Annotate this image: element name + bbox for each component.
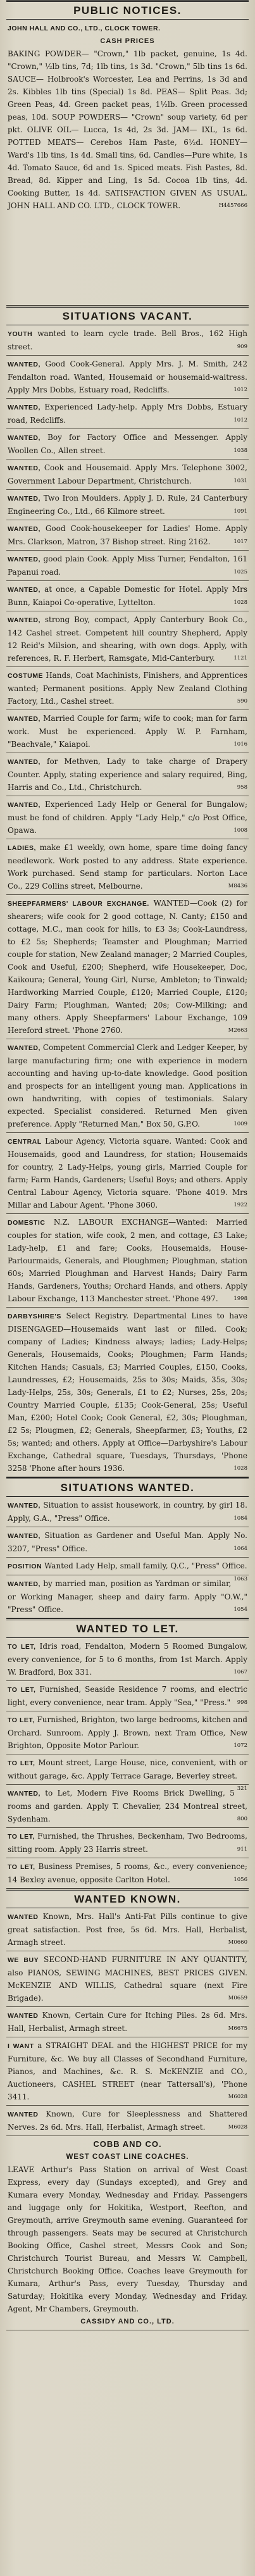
ad-body: N.Z. LABOUR EXCHANGE—Wanted: Married couples for station, wife cook, 2 men, and cottage, £3 Lake; Lady-help, £1 and fare; Cooks, Housemaids, House-Parlourmaids, Generals, and Ploughmen; Ploughman, station 60s; Married Ploughman and Harvest Hands; Dairy Farm Hands, Gardeners, Youths; Orchard Hands, and others. Apply Labour Exchange, 113 Manchester street. 'Phone 497. [8,1218,247,1303]
classified-ad [6,1527,249,1558]
ad-lead: POSITION [8,1563,42,1570]
classified-ad [6,710,249,753]
notice-john-hall [6,20,249,306]
ad-lead: WANTED, [8,715,40,723]
ad-body: Competent Commercial Clerk and Ledger Keeper, by large manufacturing firm; one with experience in modern accounting and having up-to-date knowledge. Good position and prospects for an intelligent young man. Applications in own handwriting, with copies of testimonials. Salary expected. Specialist considered. Returned Men given preference. Apply "Returned Man," Box 50, G.P.O. [8,1043,247,1129]
ad-lead: WANTED, [8,465,40,472]
ad-lead: JOHN HALL AND CO., LTD., CLOCK TOWER. [8,25,161,32]
situations-wanted-list [6,1497,249,1618]
coach-advertisement [6,2136,249,2330]
ad-ref: 1064 [233,1546,247,1552]
ad-lead: WANTED, [8,616,40,624]
ad-lead: WANTED, [8,586,40,594]
ad-lead: CENTRAL [8,1138,42,1146]
ad-ref: 1038 [233,447,247,454]
ad-lead: WANTED, [8,801,40,809]
classified-ad [6,1558,249,1582]
ad-lead: SHEEPFARMERS' LABOUR EXCHANGE. [8,900,149,908]
ad-body: Situation as Gardener and Useful Man. Apply No. 3207, "Press" Office. [8,1531,247,1553]
ad-ref: 1922 [233,1202,247,1208]
wanted-to-let-list [6,1638,249,1889]
classified-ad [6,1711,249,1754]
ad-ref: M6028 [228,2124,247,2130]
ad-body: make £1 weekly, own home, spare time doing fancy needlework. Work posted to any address. State experience. Work purchased. Send stamp for particulars. Norton Lace Co., 229 Collins street, Melbourne. [8,843,247,891]
ad-ref: 1016 [233,741,247,747]
ad-body: Known, Certain Cure for Itching Piles. 2s 6d. Mrs. Hall, Herbalist, Armagh street. [8,2011,247,2033]
ad-ref: 1028 [233,1465,247,1472]
ad-lead: WANTED [8,2012,39,2020]
ad-lead: WANTED, [8,1532,40,1540]
ad-ref: 1008 [233,827,247,834]
ad-lead: WANTED, [8,1044,40,1052]
ad-lead: WANTED [8,2111,39,2118]
coach-footer: CASSIDY AND CO., LTD. [80,2318,175,2325]
ad-ref: 958 [237,784,247,791]
ad-body: Situation to assist housework, in country, by girl 18. Apply, G.A., "Press" Office. [8,1501,247,1523]
ad-ref: 911 [237,1846,247,1853]
classified-ad [6,1951,249,2007]
classified-ad [6,399,249,429]
classified-ad [6,1681,249,1711]
ad-ref: 998 [237,1699,247,1706]
ad-lead: COSTUME [8,672,43,680]
ad-lead: TO LET, [8,1686,36,1694]
ad-lead: WANTED, [8,434,40,442]
ad-ref: 1031 [233,478,247,484]
ad-body: Hands, Coat Machinists, Finishers, and Apprentices wanted; Permanent positions. Apply New Zealand Clothing Factory, Ltd., Cashel street. [8,671,247,706]
ad-ref: 1067 [233,1669,247,1675]
ad-lead: DARBYSHIRE'S [8,1313,61,1320]
classifieds-column [6,0,249,2330]
ad-ref: 1998 [233,1296,247,1302]
classified-ad [6,490,249,520]
ad-ref: 1009 [233,1121,247,1127]
ad-body: by married man, position as Yardman or similar, or Working Manager, sheep and dairy farm. Apply "O.W.," "Press" Office. [8,1579,247,1614]
ad-ref: 590 [237,698,247,704]
ad-body: Idris road, Fendalton, Modern 5 Roomed Bungalow, every convenience, for 5 to 6 months, from 1st March. Apply W. Bradford, Box 331. [8,1642,247,1677]
ad-ref: 800 [237,1816,247,1822]
ad-ref: M0659 [228,1995,247,2001]
ad-ref: 1054 [233,1606,247,1613]
situations-wanted-heading: SITUATIONS WANTED. [6,1477,249,1497]
ad-body: Furnished, the Thrushes, Beckenham, Two Bedrooms, sitting room. Apply 23 Harris street. [8,1832,247,1854]
situations-vacant-heading: SITUATIONS VACANT. [6,306,249,325]
ad-body: for Methven, Lady to take charge of Drapery Counter. Apply, stating experience and salary required, Bing, Harris and Co., Ltd., Christchurch. [8,757,247,792]
ad-body: Select Registry. Departmental Lines to have DISENGAGED—Housemaids want last or filled. Cook; company of Ladies; Kindness always; ladies; Lady-Helps; Generals, Housemaids, Cooks; Ploughmen; Farm Hands; Kitchen Hands; Casuals, £3; Married Couples, £150, Cooks, Laundresses, £2; Housemaids, 25s to 30s; Maids, 35s, 30s; Lady-Helps, 25s, 30s; Generals, £1 to £2; Nurses, 25s, 20s; Country Married Couple, £135; Cook-General, 25s; Useful Man, £200; Hotel Cook; Cook General, £2, 30s; Ploughman, £2 5s; Plougmen, £2; Generals, Sheepfarmer, £3; Youths, £2 5s; wanted; and others. Apply at Office—Darbyshire's Labour Exchange, Cathedral square, Tuesdays, Thursdays, 'Phone 3258 'Phone after hours 1936. [8,1311,247,1473]
ad-ref: 1084 [233,1515,247,1522]
ad-ref: 1017 [233,539,247,545]
ad-body: Wanted Lady Help, small family, Q.C., "Press" Office. [44,1561,247,1570]
classified-ad [6,1308,249,1477]
classified-ad [6,551,249,581]
ad-body: Known, Cure for Sleeplessness and Shattered Nerves. 2s 6d. Mrs. Hall, Herbalist, Armagh street. [8,2110,247,2132]
public-notices-heading: PUBLIC NOTICES. [6,0,249,20]
classified-ad [6,1214,249,1308]
ad-lead: DOMESTIC [8,1219,46,1227]
ad-body: wanted to learn cycle trade. Bell Bros., 162 High street. [8,329,247,351]
ad-lead: TO LET, [8,1643,36,1651]
ad-body: Married Couple for farm; wife to cook; man for farm work. Must be experienced. Apply W. P. Farnham, "Beachvale," Kaiapoi. [8,714,247,749]
classified-ad [6,356,249,399]
ad-ref: 1063 [233,1576,247,1582]
ad-ref: M8436 [228,883,247,889]
ad-ref: 321 [237,1785,247,1792]
ad-lead: I WANT [8,2042,34,2050]
ad-ref: 1072 [233,1742,247,1749]
classified-ad [6,325,249,356]
ad-body: Two Iron Moulders. Apply J. D. Rule, 24 Canterbury Engineering Co., Ltd., 66 Kilmore street. [8,494,247,516]
ad-body: Furnished, Brighton, two large bedrooms, kitchen and Orchard. Sunroom. Apply J. Brown, next Tram Office, New Brighton, Opposite Motor Parlour. [8,1715,247,1750]
ad-lead: WANTED, [8,1580,40,1588]
ad-ref: M6028 [228,2094,247,2100]
coach-company: COBB AND CO. [93,2139,162,2149]
ad-lead: TO LET, [8,1760,35,1767]
coach-body: LEAVE Arthur's Pass Station on arrival of West Coast Express, every day (Sundays excepted), and Grey and Kumara every Monday, Wednesday and Friday. Passengers and luggage only for Hokitika, Westport, Reefton, and Greymouth, arrive Greymouth same evening. Guaranteed for through passengers. Seats may be secured at Christchurch Booking Office, Cashel street, Messrs Cook and Son; Christchurch Tourist Bureau, and Messrs W. Campbell, Christchurch Booking Office. Coaches leave Greymouth for Kumara, Arthur's Pass, every Tuesday, Thursday and Saturday; Hokitika every Monday, Wednesday and Friday. Agent, Mr Chambers, Greymouth. [8,2165,247,2313]
ad-body: Good Cook-General. Apply Mrs. J. M. Smith, 242 Fendalton road. Wanted, Housemaid or housemaid-waitress. Apply Mrs Dobbs, Estuary road, Redcliffs. [8,360,247,394]
ad-ref: 1012 [233,387,247,393]
classified-ad [6,753,249,796]
ad-lead: WANTED, [8,1502,40,1510]
ad-lead: TO LET, [8,1833,35,1841]
ad-body: Boy for Factory Office and Messenger. Apply Woollen Co., Allen street. [8,433,247,455]
ad-body: Labour Agency, Victoria square. Wanted: Cook and Housemaids, good and Laundress, for station; Housemaids for country, 2 Lady-Helps, young girls, Married Couple for farm; Farm Hands, Gardeners; Useful Boys; and others. Apply Central Labour Agency, Victoria square. 'Phone 4019. Mrs Millar and Labour Agent. 'Phone 3060. [8,1137,247,1210]
ad-lead: WANTED, [8,1790,40,1798]
classified-ad [6,2007,249,2037]
ad-ref: 1025 [233,569,247,575]
ad-lead: LADIES, [8,844,36,852]
ad-body: Mount street, Large House, nice, convenient, with or without garage, &c. Apply Terrace Garage, Beverley street. [8,1758,247,1780]
ad-ref: M0660 [228,1939,247,1946]
ad-lead: WE BUY [8,1956,39,1964]
ad-body: good plain Cook. Apply Miss Turner, Fendalton, 161 Papanui road. [8,554,247,577]
ad-body: SECOND-HAND FURNITURE IN ANY QUANTITY, also PIANOS, SEWING MACHINES, BEST PRICES GIVEN. McKENZIE AND WILLIS, Cathedral square (next Fire Brigade). [8,1955,247,2003]
classified-ad [6,429,249,460]
ad-ref: M6675 [228,2025,247,2032]
ad-lead: WANTED, [8,758,40,766]
classified-ad [6,520,249,551]
ad-ref: 1121 [233,655,247,661]
classified-ad [6,2106,249,2136]
ad-ref: M2663 [228,1027,247,1034]
classified-ad [6,1497,249,1527]
ad-body: Good Cook-housekeeper for Ladies' Home. Apply Mrs. Clarkson, Matron, 37 Bishop street. Ring 2162. [8,524,247,546]
ad-lead: WANTED, [8,556,40,563]
classified-ad [6,611,249,667]
classified-ad [6,667,249,710]
ad-body: Known, Mrs. Hall's Anti-Fat Pills continue to give great satisfaction. Post free, 5s 6d. Mrs. Hall, Herbalist, Armagh street. [8,1912,247,1947]
ad-ref: 1091 [233,508,247,515]
ad-body: Experienced Lady-help. Apply Mrs Dobbs, Estuary road, Redcliffs. [8,403,247,425]
ad-body: Experienced Lady Help or General for Bungalow; must be fond of children. Apply "Lady Help," c/o Post Office, Opawa. [8,800,247,835]
ad-lead: YOUTH [8,330,33,338]
ad-body: at once, a Capable Domestic for Hotel. Apply Mrs Bunn, Kaiapoi Co-operative, Lyttelton. [8,585,247,607]
ad-lead: WANTED, [8,525,40,533]
ad-ref: 1028 [233,599,247,606]
classified-ad [6,1908,249,1951]
ad-body: Cook and Housemaid. Apply Mrs. Telephone 3002, Government Labour Department, Christchurch. [8,463,247,485]
ad-body: Business Premises, 5 rooms, &c., every convenience; 14 Bexley avenue, opposite Carlton Hotel. [8,1862,247,1884]
classified-ad [6,2037,249,2106]
ad-ref: 909 [237,344,247,350]
classified-ad [6,1133,249,1214]
ad-body: Furnished, Seaside Residence 7 rooms, and electric light, every convenience, near tram. Apply "Sea," "Press." [8,1685,247,1707]
wanted-to-let-heading: WANTED TO LET. [6,1618,249,1638]
ad-body: to Let, Modern Five Rooms Brick Dwelling, 5 rooms and garden. Apply T. Chevalier, 234 Montreal street, Sydenham. [8,1789,247,1823]
classified-ad [6,1858,249,1889]
classified-ad [6,1754,249,1792]
ad-lead: WANTED, [8,495,40,503]
coach-line: WEST COAST LINE COACHES. [66,2153,189,2161]
ad-body: strong Boy, compact, Apply Canterbury Book Co., 142 Cashel street. Competent hill country Shepherd, Apply 12 Reid's Milsion, and shearing, with own dogs. Apply, with references, R. F. Herbert, Ramsgate, Mid-Canterbury. [8,615,247,663]
classified-ad [6,1828,249,1858]
classified-ad [6,581,249,611]
ad-body: BAKING POWDER— "Crown," 1lb packet, genuine, 1s 4d. "Crown," ½lb tins, 7d; 1lb tins, 1s 3d. "Crown," 5lb tins 1s 6d. SAUCE— Holbrook's Worcester, Lea and Perrins, 1s 3d and 2s. Kibbles 1lb tins (Special) 1s 8d. PEAS— Split Peas. 3d; Green Peas, 4d. Green packet peas, 1½lb. Green processed peas, 10d. SOUP POWDERS— "Crown" soup variety, 6d per pkt. OLIVE OIL— Lucca, 1s 4d, 2s 3d. JAM— IXL, 1s 6d. POTTED MEATS— Cerebos Ham Paste, 6½d. HONEY— Ward's 1lb tins, 1s 4d. Small tins, 6d. Candles—Pure white, 1s 4d. Tomato Sauce, 6d and 1s. Spiced meats. Fish Pastes, 8d. Bread, 8d. Kipper and Ling, 1s 5d. Cocoa 1lb tins, 4d. Cooking Butter, 1s 4d. SATISFACTION GIVEN AS USUAL. JOHN HALL AND CO. LTD., CLOCK TOWER. [8,49,247,210]
ad-ref: H4457666 [218,203,247,209]
ad-body: a STRAIGHT DEAL and the HIGHEST PRICE for my Furniture, &c. We buy all Classes of Secondhand Furniture, Pianos, and Machines, &c. R. S. McKENZIE and CO., Auctioneers, CASHEL STREET (near Tattersall's), 'Phone 3411. [8,2041,247,2101]
ad-ref: 1056 [233,1877,247,1883]
wanted-known-heading: WANTED KNOWN. [6,1889,249,1908]
ad-lead: TO LET, [8,1716,35,1724]
ad-lead: TO LET, [8,1863,35,1871]
ad-lead: WANTED, [8,404,40,411]
wanted-known-list [6,1908,249,2136]
classified-ad [6,460,249,490]
classified-ad [6,839,249,895]
ad-body: WANTED—Cook (2) for shearers; wife cook for 2 good cottage, N. Canty; £150 and cottage, M.C., man cook for hills, to £3 3s; Cook-Laundress, to £2 5s; Shepherds; Teamster and Ploughman; Married couple for station, New Zealand manager; 2 Married Couples, Cook and Useful, £200; Shepherd, wife Housekeeper, Doc, Kaikoura; General, Young Girl, Nurse, Ambleton; to Tinwald; Hardworking Married Couple, £120; Married Couple, £120; Dairy Farm; Ploughman, Wanted; 20s; Cow-Milking; and many others. Apply Sheepfarmers' Labour Exchange, 109 Hereford street. 'Phone 2760. [8,899,247,1035]
classified-ad [6,895,249,1039]
classified-ad [6,1638,249,1681]
ad-ref: 1012 [233,417,247,423]
classified-ad [6,1785,249,1828]
ad-lead: WANTED [8,1913,39,1921]
classified-ad [6,796,249,839]
ad-subheading: CASH PRICES [100,37,155,45]
classified-ad [6,1575,249,1618]
classified-ad [6,1039,249,1133]
situations-vacant-list [6,325,249,1477]
ad-lead: WANTED, [8,361,40,368]
